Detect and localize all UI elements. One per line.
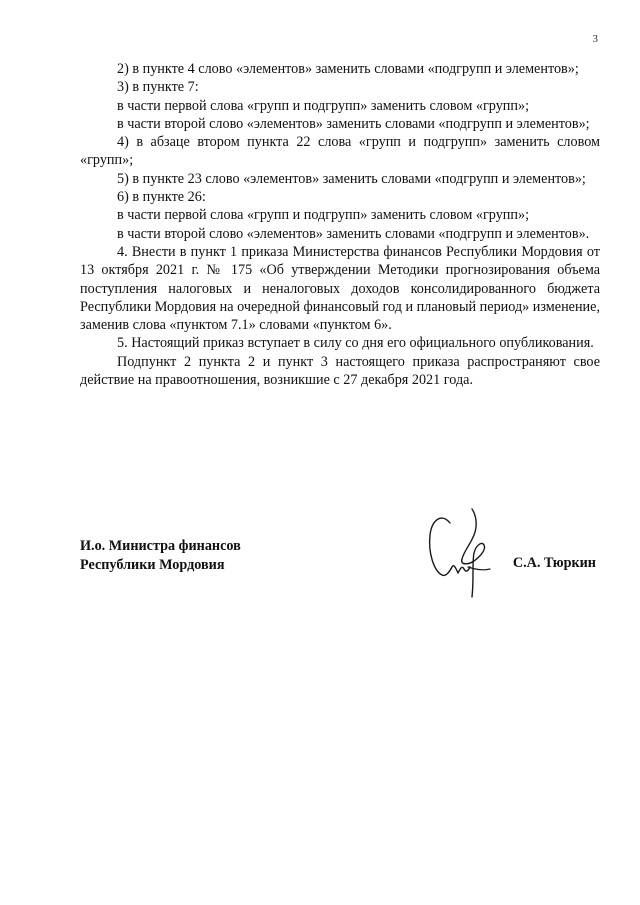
signatory-position-line-2: Республики Мордовия xyxy=(80,556,225,573)
signatory-position xyxy=(80,537,241,574)
clause-5: 5. Настоящий приказ вступает в силу со дня его официального опубликования. xyxy=(117,335,594,352)
amendment-item-3-part-1: в части первой слова «групп и подгрупп» заменить словом «групп»; xyxy=(117,97,530,114)
clause-4: 4. Внести в пункт 1 приказа Министерства финансов Республики Мордовия от 13 октября 2021 г. № 175 «Об утверждении Методики прогнозирования объема поступления налоговых и неналоговых доходов консолидированного бюджета Республики Мордовия на очередной финансовый год и плановый период» изменение, заменив слова «пунктом 7.1» словами «пунктом 6». xyxy=(80,243,600,334)
document-body xyxy=(80,60,600,389)
amendment-item-6: 6) в пункте 26: xyxy=(117,189,206,206)
signer-name: С.А. Тюркин xyxy=(512,555,596,571)
effective-date-clause: Подпункт 2 пункта 2 и пункт 3 настоящего приказа распространяют свое действие на правоотношения, возникшие с 27 декабря 2021 года. xyxy=(80,353,600,389)
amendment-item-6-part-1: в части первой слова «групп и подгрупп» заменить словом «групп»; xyxy=(117,207,530,224)
page-number: 3 xyxy=(592,33,598,45)
amendment-item-3: 3) в пункте 7: xyxy=(117,79,199,96)
handwritten-signature xyxy=(424,505,504,605)
signatory-position-line-1: И.о. Министра финансов xyxy=(80,538,241,554)
amendment-item-2: 2) в пункте 4 слово «элементов» заменить словами «подгрупп и элементов»; xyxy=(117,61,579,77)
amendment-item-4: 4) в абзаце втором пункта 22 слова «групп и подгрупп» заменить словом «групп»; xyxy=(80,134,600,169)
amendment-item-5: 5) в пункте 23 слово «элементов» заменить словами «подгрупп и элементов»; xyxy=(117,170,586,187)
amendment-item-3-part-2: в части второй слово «элементов» заменить словами «подгрупп и элементов»; xyxy=(117,115,590,132)
amendment-item-6-part-2: в части второй слово «элементов» заменить словами «подгрупп и элементов». xyxy=(117,225,590,242)
